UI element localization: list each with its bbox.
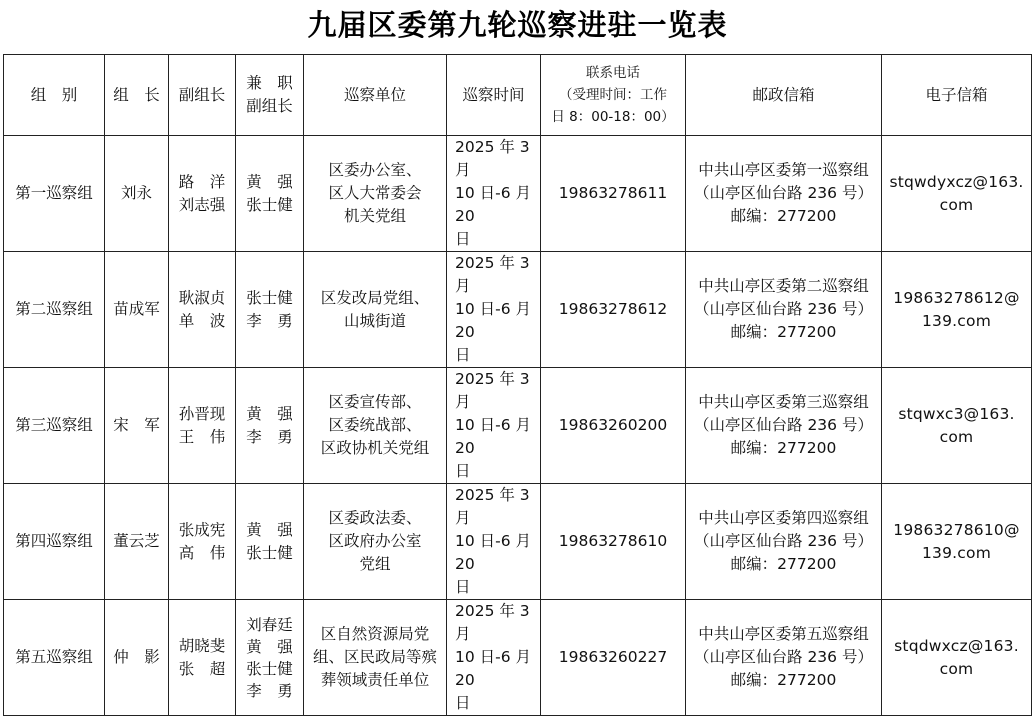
table-row [4,136,1032,252]
cell-leader: 宋 军 [105,368,169,484]
cell-leader: 刘永 [105,136,169,252]
cell-mail: 中共山亭区委第一巡察组 （山亭区仙台路 236 号） 邮编：277200 [686,136,882,252]
cell-unit: 区委办公室、 区人大常委会 机关党组 [304,136,447,252]
cell-mail: 中共山亭区委第二巡察组 （山亭区仙台路 236 号） 邮编：277200 [686,252,882,368]
inspection-table [3,54,1032,716]
header-concurrent-deputy: 兼 职 副组长 [236,55,304,136]
cell-time: 2025 年 3 月 10 日-6 月 20 日 [447,600,541,716]
cell-concurrent-deputy: 黄 强 张士健 [236,484,304,600]
table-row [4,252,1032,368]
header-time: 巡察时间 [447,55,541,136]
cell-mail: 中共山亭区委第四巡察组 （山亭区仙台路 236 号） 邮编：277200 [686,484,882,600]
table-header-row [4,55,1032,136]
cell-deputy: 孙晋现 王 伟 [169,368,236,484]
cell-group: 第四巡察组 [4,484,105,600]
document-title: 九届区委第九轮巡察进驻一览表 [307,8,728,42]
cell-email: 19863278610@ 139.com [882,484,1032,600]
cell-deputy: 路 洋 刘志强 [169,136,236,252]
cell-phone: 19863278610 [541,484,686,600]
cell-deputy: 胡晓斐 张 超 [169,600,236,716]
cell-time: 2025 年 3 月 10 日-6 月 20 日 [447,484,541,600]
cell-mail: 中共山亭区委第五巡察组 （山亭区仙台路 236 号） 邮编：277200 [686,600,882,716]
header-leader: 组 长 [105,55,169,136]
cell-email: stqwdyxcz@163. com [882,136,1032,252]
cell-group: 第二巡察组 [4,252,105,368]
cell-deputy: 耿淑贞 单 波 [169,252,236,368]
cell-leader: 仲 影 [105,600,169,716]
cell-concurrent-deputy: 黄 强 张士健 [236,136,304,252]
cell-concurrent-deputy: 黄 强 李 勇 [236,368,304,484]
table-row [4,600,1032,716]
header-mail: 邮政信箱 [686,55,882,136]
header-phone: 联系电话 （受理时间：工作 日 8：00-18：00） [541,55,686,136]
cell-leader: 苗成军 [105,252,169,368]
header-group: 组 别 [4,55,105,136]
cell-group: 第三巡察组 [4,368,105,484]
cell-leader: 董云芝 [105,484,169,600]
header-deputy: 副组长 [169,55,236,136]
cell-concurrent-deputy: 张士健 李 勇 [236,252,304,368]
cell-time: 2025 年 3 月 10 日-6 月 20 日 [447,136,541,252]
cell-phone: 19863260227 [541,600,686,716]
cell-group: 第五巡察组 [4,600,105,716]
cell-unit: 区发改局党组、 山城街道 [304,252,447,368]
cell-mail: 中共山亭区委第三巡察组 （山亭区仙台路 236 号） 邮编：277200 [686,368,882,484]
cell-time: 2025 年 3 月 10 日-6 月 20 日 [447,252,541,368]
cell-phone: 19863278612 [541,252,686,368]
cell-email: stqdwxcz@163. com [882,600,1032,716]
cell-unit: 区委政法委、 区政府办公室 党组 [304,484,447,600]
cell-concurrent-deputy: 刘春廷 黄 强 张士健 李 勇 [236,600,304,716]
header-email: 电子信箱 [882,55,1032,136]
header-unit: 巡察单位 [304,55,447,136]
table-row [4,368,1032,484]
cell-email: stqwxc3@163. com [882,368,1032,484]
cell-time: 2025 年 3 月 10 日-6 月 20 日 [447,368,541,484]
cell-email: 19863278612@ 139.com [882,252,1032,368]
cell-phone: 19863278611 [541,136,686,252]
cell-deputy: 张成宪 高 伟 [169,484,236,600]
cell-unit: 区委宣传部、 区委统战部、 区政协机关党组 [304,368,447,484]
table-row [4,484,1032,600]
cell-phone: 19863260200 [541,368,686,484]
cell-unit: 区自然资源局党 组、区民政局等殡 葬领域责任单位 [304,600,447,716]
cell-group: 第一巡察组 [4,136,105,252]
